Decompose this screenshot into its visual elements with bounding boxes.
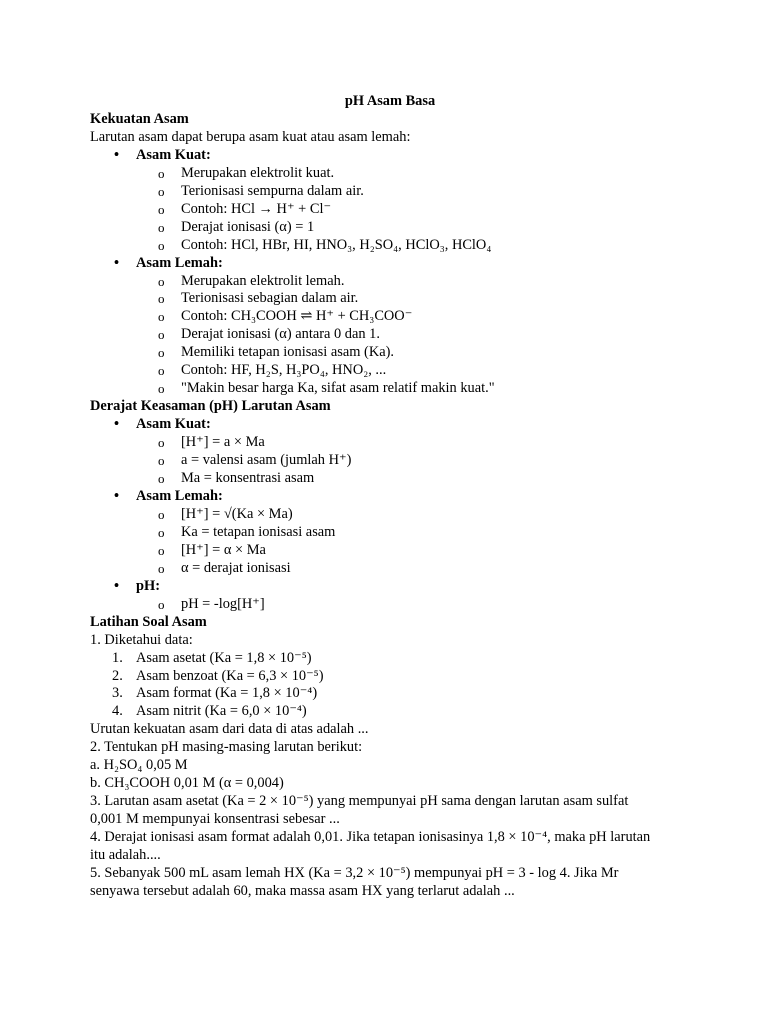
bullet-asam-kuat-ph — [90, 416, 690, 434]
sub-marker: o — [158, 560, 165, 576]
sub-marker: o — [158, 201, 165, 217]
sub-item — [90, 452, 690, 470]
sub-item — [90, 219, 690, 237]
sub-item-text: [H⁺] = a × Ma — [181, 434, 265, 451]
sub-item-text: Derajat ionisasi (α) = 1 — [181, 218, 315, 235]
sub-item — [90, 596, 690, 614]
question-5-line-2: senyawa tersebut adalah 60, maka massa asam HX yang terlarut adalah ... — [90, 882, 515, 899]
bullet-label: Asam Lemah: — [136, 487, 223, 504]
sub-item-text: pH = -log[H⁺] — [181, 595, 265, 612]
sub-marker: o — [158, 453, 165, 469]
sub-item-text: α = derajat ionisasi — [181, 559, 291, 576]
sub-item — [90, 290, 690, 308]
bullet-ph — [90, 578, 690, 596]
bullet-marker: • — [114, 487, 120, 504]
bullet-asam-kuat — [90, 147, 690, 165]
question-2b: b. CH₃COOH 0,01 M (α = 0,004) — [90, 775, 284, 792]
number-marker: 4. — [112, 703, 123, 720]
sub-marker: o — [158, 309, 165, 325]
numbered-item-text: Asam benzoat (Ka = 6,3 × 10⁻⁵) — [136, 667, 324, 684]
sub-item — [90, 344, 690, 362]
sub-item — [90, 308, 690, 326]
bullet-label: Asam Kuat: — [136, 416, 211, 433]
sub-item — [90, 506, 690, 524]
sub-item — [90, 434, 690, 452]
sub-marker: o — [158, 237, 165, 253]
sub-item-text: Contoh: CH₃COOH ⇌ H⁺ + CH₃COO⁻ — [181, 308, 413, 325]
sub-marker: o — [158, 273, 165, 289]
numbered-item-text: Asam nitrit (Ka = 6,0 × 10⁻⁴) — [136, 703, 307, 720]
sub-marker: o — [158, 596, 165, 612]
sub-item-text: Contoh: HCl → H⁺ + Cl⁻ — [181, 200, 332, 217]
question-5-line-1: 5. Sebanyak 500 mL asam lemah HX (Ka = 3,2 × 10⁻⁵) mempunyai pH = 3 - log 4. Jika Mr — [90, 864, 619, 881]
bullet-label: Asam Kuat: — [136, 146, 211, 163]
sub-item — [90, 380, 690, 398]
question-4-line-1: 4. Derajat ionisasi asam format adalah 0,01. Jika tetapan ionisasinya 1,8 × 10⁻⁴, maka pH larutan — [90, 829, 651, 846]
bullet-label: Asam Lemah: — [136, 254, 223, 271]
sub-item-text: Contoh: HCl, HBr, HI, HNO₃, H₂SO₄, HClO₃, HClO₄ — [181, 236, 492, 253]
sub-item-text: Merupakan elektrolit kuat. — [181, 164, 335, 181]
sub-item — [90, 362, 690, 380]
sub-marker: o — [158, 542, 165, 558]
sub-item — [90, 560, 690, 578]
numbered-item-text: Asam format (Ka = 1,8 × 10⁻⁴) — [136, 685, 318, 702]
numbered-item — [90, 685, 690, 703]
sub-item — [90, 201, 690, 219]
sub-item — [90, 326, 690, 344]
sub-item-text: Terionisasi sebagian dalam air. — [181, 290, 359, 307]
sub-marker: o — [158, 506, 165, 522]
sub-item — [90, 542, 690, 560]
sub-marker: o — [158, 471, 165, 487]
number-marker: 3. — [112, 685, 123, 702]
numbered-item — [90, 703, 690, 721]
question-1: 1. Diketahui data: — [90, 631, 193, 648]
question-1-followup: Urutan kekuatan asam dari data di atas adalah ... — [90, 721, 369, 738]
sub-item — [90, 165, 690, 183]
sub-item-text: Ma = konsentrasi asam — [181, 470, 315, 487]
sub-marker: o — [158, 381, 165, 397]
sub-item-text: a = valensi asam (jumlah H⁺) — [181, 452, 352, 469]
bullet-label: pH: — [136, 577, 160, 594]
sub-item-text: Memiliki tetapan ionisasi asam (Ka). — [181, 344, 395, 361]
bullet-asam-lemah-ph — [90, 488, 690, 506]
sub-item-text: Terionisasi sempurna dalam air. — [181, 182, 364, 199]
sub-marker: o — [158, 291, 165, 307]
sub-marker: o — [158, 363, 165, 379]
sub-item — [90, 273, 690, 291]
sub-item-text: Ka = tetapan ionisasi asam — [181, 523, 336, 540]
sub-marker: o — [158, 524, 165, 540]
question-3-line-1: 3. Larutan asam asetat (Ka = 2 × 10⁻⁵) yang mempunyai pH sama dengan larutan asam sulfat — [90, 793, 629, 810]
document-title: pH Asam Basa — [344, 93, 436, 109]
sub-item — [90, 183, 690, 201]
bullet-asam-lemah — [90, 255, 690, 273]
sub-marker: o — [158, 219, 165, 235]
sub-marker: o — [158, 165, 165, 181]
question-3-line-2: 0,001 M mempunyai konsentrasi sebesar ... — [90, 811, 340, 828]
number-marker: 1. — [112, 649, 123, 666]
sub-item-text: [H⁺] = α × Ma — [181, 541, 266, 558]
sub-marker: o — [158, 435, 165, 451]
sub-item-text: Contoh: HF, H₂S, H₃PO₄, HNO₂, ... — [181, 362, 387, 379]
sub-marker: o — [158, 345, 165, 361]
section-intro: Larutan asam dapat berupa asam kuat atau asam lemah: — [90, 128, 411, 145]
sub-item — [90, 524, 690, 542]
section-heading-kekuatan-asam: Kekuatan Asam — [90, 110, 189, 127]
sub-item-text: "Makin besar harga Ka, sifat asam relatif makin kuat." — [181, 380, 495, 397]
bullet-marker: • — [114, 254, 120, 271]
sub-marker: o — [158, 327, 165, 343]
question-2: 2. Tentukan pH masing-masing larutan berikut: — [90, 739, 363, 756]
numbered-item — [90, 650, 690, 668]
sub-marker: o — [158, 183, 165, 199]
numbered-item-text: Asam asetat (Ka = 1,8 × 10⁻⁵) — [136, 649, 312, 666]
document-page — [90, 93, 690, 901]
question-2a: a. H₂SO₄ 0,05 M — [90, 757, 188, 774]
bullet-marker: • — [114, 416, 120, 433]
bullet-marker: • — [114, 577, 120, 594]
sub-item-text: Merupakan elektrolit lemah. — [181, 272, 345, 289]
section-heading-latihan-soal: Latihan Soal Asam — [90, 613, 207, 630]
numbered-item — [90, 668, 690, 686]
sub-item-text: [H⁺] = √(Ka × Ma) — [181, 505, 293, 522]
sub-item-text: Derajat ionisasi (α) antara 0 dan 1. — [181, 326, 380, 343]
section-heading-derajat-keasaman: Derajat Keasaman (pH) Larutan Asam — [90, 398, 331, 415]
question-4-line-2: itu adalah.... — [90, 847, 161, 864]
bullet-marker: • — [114, 146, 120, 163]
sub-item — [90, 470, 690, 488]
sub-item — [90, 237, 690, 255]
number-marker: 2. — [112, 667, 123, 684]
